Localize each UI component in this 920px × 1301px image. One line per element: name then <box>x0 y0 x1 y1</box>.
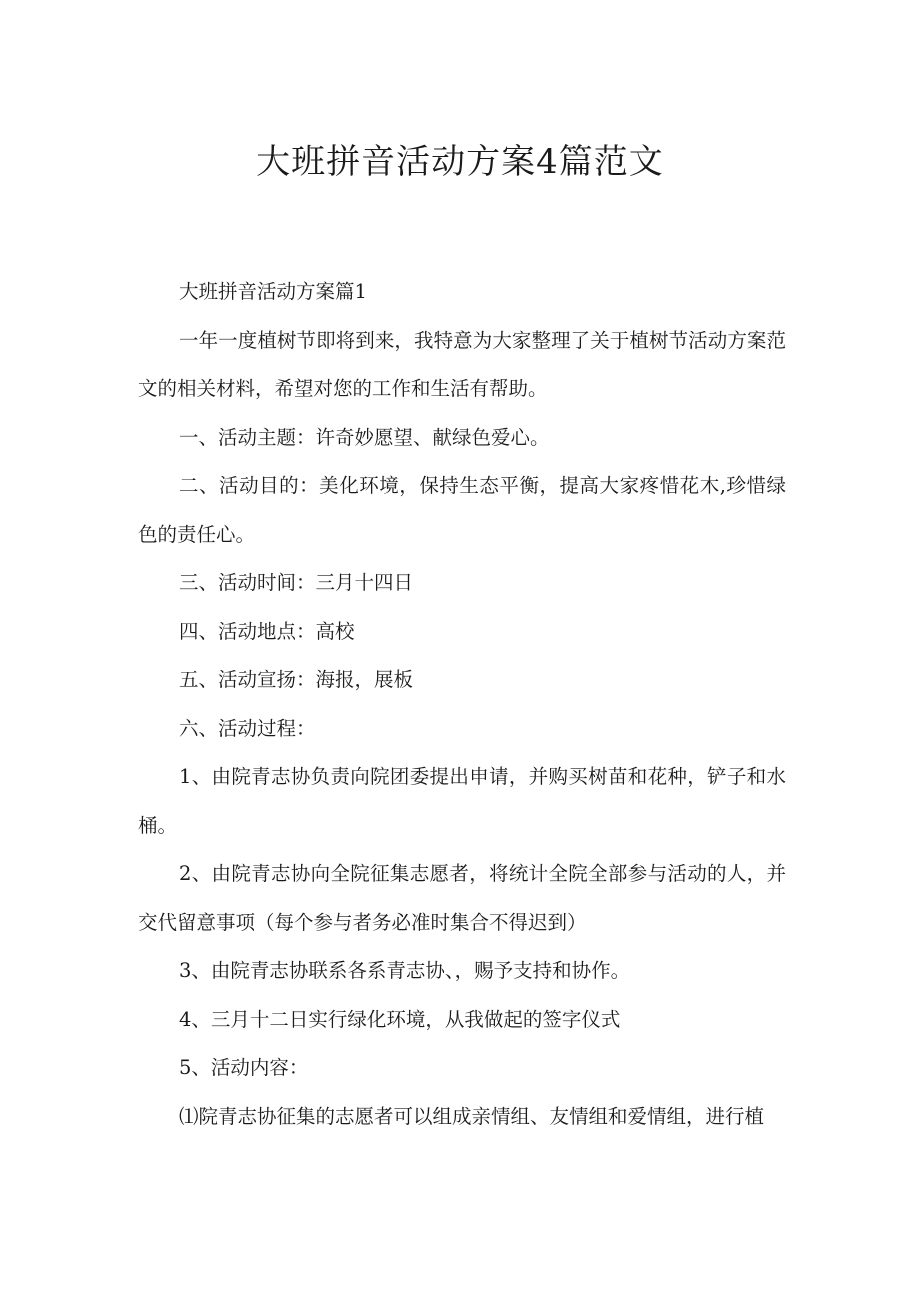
process-step-3: 3、由院青志协联系各系青志协、，赐予支持和协作。 <box>179 959 631 982</box>
document-title: 大班拼音活动方案4篇范文 <box>256 142 664 182</box>
intro-paragraph: 一年一度植树节即将到来，我特意为大家整理了关于植树节活动方案范文的相关材料，希望对您的工作和生活有帮助。 <box>138 328 786 400</box>
document-body <box>138 268 786 1141</box>
activity-location: 四、活动地点：高校 <box>179 619 355 643</box>
section-heading: 大班拼音活动方案篇1 <box>179 280 367 303</box>
activity-promotion: 五、活动宣扬：海报，展板 <box>179 668 414 691</box>
activity-process-heading: 六、活动过程： <box>179 716 316 740</box>
process-step-5: 5、活动内容： <box>179 1056 309 1079</box>
activity-content-item-1: ⑴院青志协征集的志愿者可以组成亲情组、友情组和爱情组，进行植 <box>179 1104 765 1128</box>
activity-theme: 一、活动主题：许奇妙愿望、献绿色爱心。 <box>179 425 550 449</box>
process-step-2: 2、由院青志协向全院征集志愿者，将统计全院全部参与活动的人，并交代留意事项（每个参与者务必准时集合不得迟到） <box>138 862 786 934</box>
process-step-1: 1、由院青志协负责向院团委提出申请，并购买树苗和花种，铲子和水桶。 <box>138 765 786 837</box>
activity-purpose: 二、活动目的：美化环境，保持生态平衡，提高大家疼惜花木,珍惜绿色的责任心。 <box>138 474 786 546</box>
activity-time: 三、活动时间：三月十四日 <box>179 571 414 594</box>
process-step-4: 4、三月十二日实行绿化环境，从我做起的签字仪式 <box>179 1007 621 1031</box>
